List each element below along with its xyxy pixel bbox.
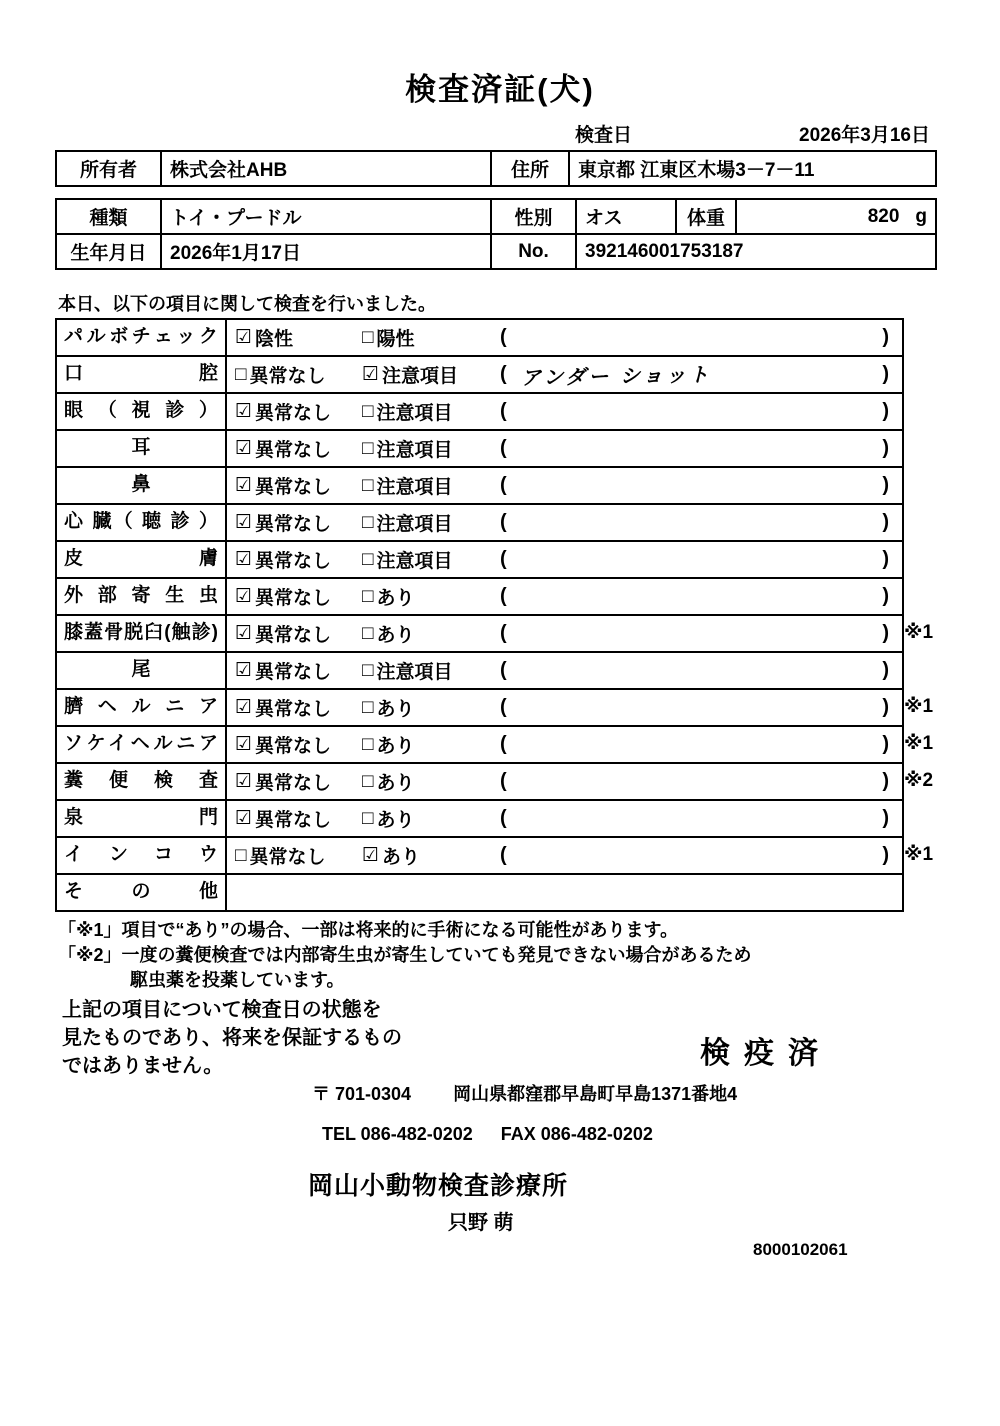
paren-open: ( (500, 474, 507, 496)
paren-close: ) (882, 511, 889, 533)
birth-value-cell: 2026年1月17日 (161, 234, 491, 269)
checkbox-icon: ☑ (235, 771, 253, 792)
paren-open: ( (500, 363, 507, 385)
breed-label-cell: 種類 (56, 199, 161, 234)
paren-close: ) (882, 844, 889, 866)
info-table (55, 198, 937, 270)
option-label: 異常なし (249, 366, 326, 387)
paren-close: ) (882, 326, 889, 348)
inspection-date-value: 2026年3月16日 (799, 125, 930, 146)
option-label: 異常なし (255, 810, 332, 831)
clinic-postal-row (312, 1080, 737, 1106)
paren-open: ( (500, 696, 507, 718)
paren-open: ( (500, 844, 507, 866)
checklist-row-parvo (57, 320, 902, 357)
checklist-row-ears (57, 431, 902, 468)
checkbox-icon: ☑ (235, 808, 253, 829)
option-label: 異常なし (255, 699, 332, 720)
item-label: 皮 膚 (57, 542, 227, 577)
checkbox-icon: ☑ (235, 660, 253, 681)
checkbox-icon: □ (362, 511, 374, 533)
checkbox-icon: ☑ (235, 697, 253, 718)
checkbox-icon: ☑ (235, 623, 253, 644)
checkbox-icon: □ (235, 363, 247, 385)
option-label: 注意項目 (376, 662, 453, 683)
checkbox-icon: □ (362, 807, 374, 829)
weight-label-cell: 体重 (676, 199, 736, 234)
checklist-row-skin (57, 542, 902, 579)
option-label: 異常なし (255, 403, 332, 424)
item-label: 臍 ヘ ル ニ ア (57, 690, 227, 725)
option-label: あり (376, 625, 415, 646)
checkbox-icon: □ (362, 400, 374, 422)
footnote-2-continued: 駆虫薬を投薬しています。 (130, 970, 345, 990)
address-value-cell: 東京都 江東区木場3－7－11 (569, 151, 936, 186)
option-label: 異常なし (255, 551, 332, 572)
option-label: 異常なし (255, 440, 332, 461)
checkbox-icon: □ (362, 770, 374, 792)
paren-close: ) (882, 400, 889, 422)
option-label: 異常なし (255, 588, 332, 609)
checklist-row-fecal-exam (57, 764, 934, 801)
paren-open: ( (500, 585, 507, 607)
option-label: 注意項目 (376, 551, 453, 572)
paren-close: ) (882, 437, 889, 459)
quarantine-stamp: 検疫済 (700, 1037, 832, 1070)
checkbox-icon: ☑ (235, 475, 253, 496)
sex-value-cell: オス (576, 199, 676, 234)
option-label: 異常なし (255, 736, 332, 757)
paren-close: ) (882, 696, 889, 718)
option-label: 注意項目 (376, 403, 453, 424)
item-label: 外 部 寄 生 虫 (57, 579, 227, 614)
footnote-mark: ※1 (904, 844, 934, 865)
checkbox-icon: □ (362, 622, 374, 644)
breed-value-cell: トイ・プードル (161, 199, 491, 234)
checkbox-icon: □ (235, 844, 247, 866)
paren-open: ( (500, 659, 507, 681)
paren-close: ) (882, 807, 889, 829)
paren-open: ( (500, 807, 507, 829)
option-label: あり (382, 847, 421, 868)
owner-value-cell: 株式会社AHB (161, 151, 491, 186)
item-label: イ ン コ ウ (57, 838, 227, 873)
checklist-row-tail (57, 653, 902, 690)
clinic-fax: FAX 086-482-0202 (500, 1124, 653, 1144)
footnote-mark: ※2 (904, 770, 934, 791)
paren-close: ) (882, 585, 889, 607)
clinic-tel: TEL 086-482-0202 (322, 1124, 473, 1144)
item-label: ソケイヘルニア (57, 727, 227, 762)
weight-unit: g (915, 205, 927, 227)
checklist-row-other (57, 875, 902, 910)
option-label: 異常なし (255, 773, 332, 794)
clinic-address: 岡山県都窪郡早島町早島1371番地4 (453, 1084, 738, 1104)
checkbox-icon: □ (362, 733, 374, 755)
checkbox-icon: □ (362, 659, 374, 681)
paren-close: ) (882, 363, 889, 385)
footnote-mark: ※1 (904, 696, 934, 717)
checkbox-icon: ☑ (235, 549, 253, 570)
checkbox-icon: □ (362, 696, 374, 718)
paren-open: ( (500, 326, 507, 348)
checkbox-icon: ☑ (235, 327, 253, 348)
item-label: パルボチェック (57, 320, 227, 355)
no-label-cell: No. (491, 234, 576, 269)
option-label: あり (376, 773, 415, 794)
birth-label-cell: 生年月日 (56, 234, 161, 269)
checklist-row-nose (57, 468, 902, 505)
checklist-row-mouth (57, 357, 902, 394)
checklist-row-inguinal-hernia (57, 727, 934, 764)
paren-open: ( (500, 733, 507, 755)
paren-close: ) (882, 548, 889, 570)
intro-text: 本日、以下の項目に関して検査を行いました。 (58, 294, 436, 314)
document-number: 8000102061 (753, 1240, 848, 1259)
item-label: 眼 （ 視 診 ） (57, 394, 227, 429)
item-label: 耳 (57, 431, 227, 466)
checklist-row-fontanelle (57, 801, 902, 838)
postal-code: 〒 701-0304 (312, 1084, 412, 1104)
owner-table (55, 150, 937, 187)
inspection-date-label: 検査日 (575, 125, 633, 146)
item-label: 尾 (57, 653, 227, 688)
item-label: 口 腔 (57, 357, 227, 392)
paren-open: ( (500, 770, 507, 792)
footnote-1: 「※1」項目で“あり”の場合、一部は将来的に手術になる可能性があります。 (58, 920, 679, 940)
checklist-row-inkou (57, 838, 934, 875)
disclaimer (62, 996, 402, 1080)
option-label: 異常なし (255, 662, 332, 683)
paren-close: ) (882, 659, 889, 681)
checkbox-icon: □ (362, 548, 374, 570)
paren-close: ) (882, 770, 889, 792)
checkbox-icon: ☑ (235, 586, 253, 607)
address-label-cell: 住所 (491, 151, 569, 186)
checkbox-icon: ☑ (235, 401, 253, 422)
paren-close: ) (882, 733, 889, 755)
checklist-row-patella (57, 616, 934, 653)
option-label: 異常なし (249, 847, 326, 868)
clinic-name: 岡山小動物検査診療所 (308, 1172, 569, 1200)
checkbox-icon: □ (362, 437, 374, 459)
handwritten-note: アンダー ショット (520, 364, 712, 390)
paren-open: ( (500, 622, 507, 644)
option-label: 異常なし (255, 625, 332, 646)
checklist-row-eyes (57, 394, 902, 431)
paren-open: ( (500, 400, 507, 422)
item-label: 泉 門 (57, 801, 227, 836)
option-label: 陰性 (255, 329, 294, 350)
checkbox-icon: ☑ (235, 438, 253, 459)
paren-open: ( (500, 548, 507, 570)
option-label: 異常なし (255, 477, 332, 498)
item-label: 心 臓（ 聴 診 ） (57, 505, 227, 540)
checklist-row-heart (57, 505, 902, 542)
disclaimer-line-3: ではありません。 (62, 1055, 224, 1077)
birth-no-row (56, 234, 936, 269)
paren-close: ) (882, 474, 889, 496)
footnote-mark: ※1 (904, 622, 934, 643)
no-value-cell: 392146001753187 (576, 234, 936, 269)
checkbox-icon: ☑ (235, 734, 253, 755)
paren-open: ( (500, 511, 507, 533)
checkbox-icon: ☑ (362, 845, 380, 866)
item-label: 膝蓋骨脱臼(触診) (57, 616, 227, 651)
sex-label-cell: 性別 (491, 199, 576, 234)
footnote-2: 「※2」一度の糞便検査では内部寄生虫が寄生していても発見できない場合があるため (58, 945, 752, 965)
paren-open: ( (500, 437, 507, 459)
option-label: 注意項目 (376, 440, 453, 461)
option-label: 陽性 (376, 329, 415, 350)
checkbox-icon: □ (362, 474, 374, 496)
footnotes (58, 918, 752, 993)
weight-value: 820 (867, 205, 900, 227)
checkbox-icon: ☑ (362, 364, 380, 385)
option-label: あり (376, 810, 415, 831)
owner-row (56, 151, 936, 186)
item-label: 鼻 (57, 468, 227, 503)
option-label: あり (376, 699, 415, 720)
breed-sex-weight-row (56, 199, 936, 234)
option-label: あり (376, 736, 415, 757)
item-label: 糞 便 検 査 (57, 764, 227, 799)
weight-value-cell (736, 199, 936, 234)
disclaimer-line-2: 見たものであり、将来を保証するもの (62, 1027, 402, 1049)
option-label: 注意項目 (376, 514, 453, 535)
veterinarian-name: 只野 萌 (448, 1212, 514, 1234)
option-label: 注意項目 (382, 366, 459, 387)
footnote-mark: ※1 (904, 733, 934, 754)
option-label: 異常なし (255, 514, 332, 535)
clinic-tel-row (322, 1124, 653, 1145)
checklist-row-external-parasites (57, 579, 902, 616)
option-label: 注意項目 (376, 477, 453, 498)
owner-label-cell: 所有者 (56, 151, 161, 186)
page-title: 検査済証(犬) (405, 72, 595, 107)
checkbox-icon: □ (362, 326, 374, 348)
checkbox-icon: □ (362, 585, 374, 607)
checklist-table (55, 318, 934, 912)
disclaimer-line-1: 上記の項目について検査日の状態を (62, 999, 382, 1021)
item-label: そ の 他 (57, 875, 227, 910)
option-label: あり (376, 588, 415, 609)
checklist-row-umbilical-hernia (57, 690, 934, 727)
checkbox-icon: ☑ (235, 512, 253, 533)
paren-close: ) (882, 622, 889, 644)
